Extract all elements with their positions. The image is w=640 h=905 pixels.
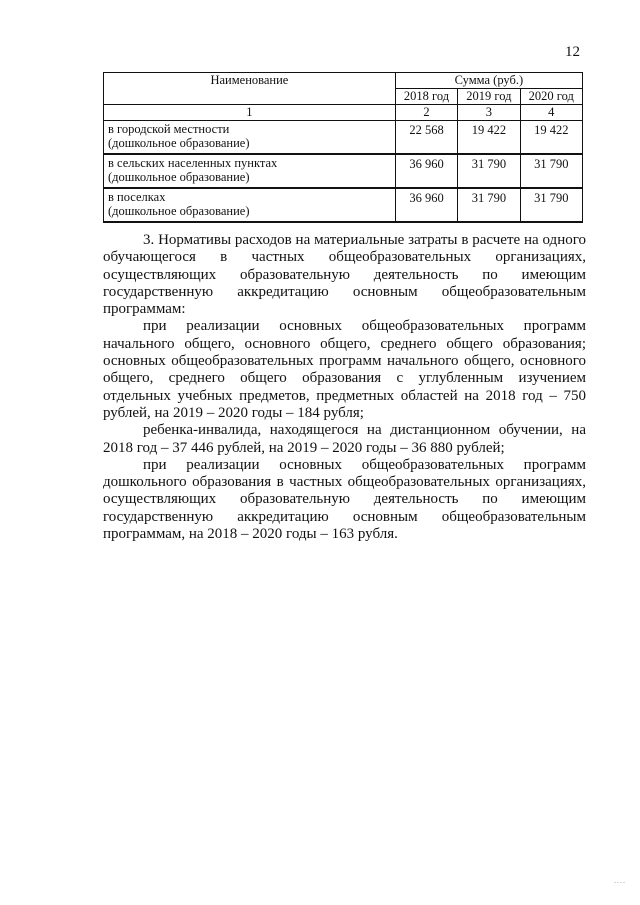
row-name — [104, 188, 396, 222]
table-cell: 19 422 — [458, 121, 520, 155]
row-name-line: в сельских населенных пунктах — [108, 156, 278, 170]
column-index: 4 — [520, 105, 582, 121]
column-index: 3 — [458, 105, 520, 121]
paragraph: при реализации основных общеобразовательных программ дошкольного образования в частных общеобразовательных организациях, осуществляющих образовательную деятельность по имеющим государственную аккредитацию основным общеобразовательным программам, на 2018 – 2020 годы – 163 рубля. — [103, 456, 586, 543]
table-cell: 31 790 — [520, 188, 582, 222]
table-cell: 31 790 — [458, 188, 520, 222]
row-name-line: в поселках — [108, 190, 166, 204]
table-cell: 22 568 — [395, 121, 457, 155]
page-number: 12 — [565, 44, 580, 60]
cost-table — [103, 72, 583, 223]
table-cell: 31 790 — [458, 154, 520, 188]
header-name: Наименование — [104, 73, 396, 105]
table-cell: 36 960 — [395, 188, 457, 222]
header-sum: Сумма (руб.) — [395, 73, 582, 89]
table-row — [104, 188, 583, 222]
row-name-line: в городской местности — [108, 122, 230, 136]
table-cell: 36 960 — [395, 154, 457, 188]
table-row — [104, 121, 583, 155]
row-name — [104, 121, 396, 155]
row-name-line: (дошкольное образование) — [108, 170, 250, 184]
column-index: 2 — [395, 105, 457, 121]
table-cell: 31 790 — [520, 154, 582, 188]
row-name — [104, 154, 396, 188]
table-cell: 19 422 — [520, 121, 582, 155]
row-name-line: (дошкольное образование) — [108, 136, 250, 150]
row-name-line: (дошкольное образование) — [108, 204, 250, 218]
column-index: 1 — [104, 105, 396, 121]
header-year: 2019 год — [458, 89, 520, 105]
paragraph: ребенка-инвалида, находящегося на дистанционном обучении, на 2018 год – 37 446 рублей, на 2019 – 2020 годы – 36 880 рублей; — [103, 422, 586, 456]
header-year: 2018 год — [395, 89, 457, 105]
header-year: 2020 год — [520, 89, 582, 105]
scan-mark: .... — [614, 876, 626, 885]
paragraph: при реализации основных общеобразовательных программ начального общего, основного общего, среднего общего образования; основных общеобразовательных программ начального общего, основного общего, среднего общего образования с углубленным изучением отдельных учебных предметов, предметных областей на 2018 год – 750 рублей, на 2019 – 2020 годы – 184 рубля; — [103, 318, 586, 421]
table-row — [104, 154, 583, 188]
body-text — [103, 232, 586, 543]
paragraph: 3. Нормативы расходов на материальные затраты в расчете на одного обучающегося в частных общеобразовательных организациях, осуществляющих образовательную деятельность по имеющим государственную аккредитацию основным общеобразовательным программам: — [103, 232, 586, 318]
